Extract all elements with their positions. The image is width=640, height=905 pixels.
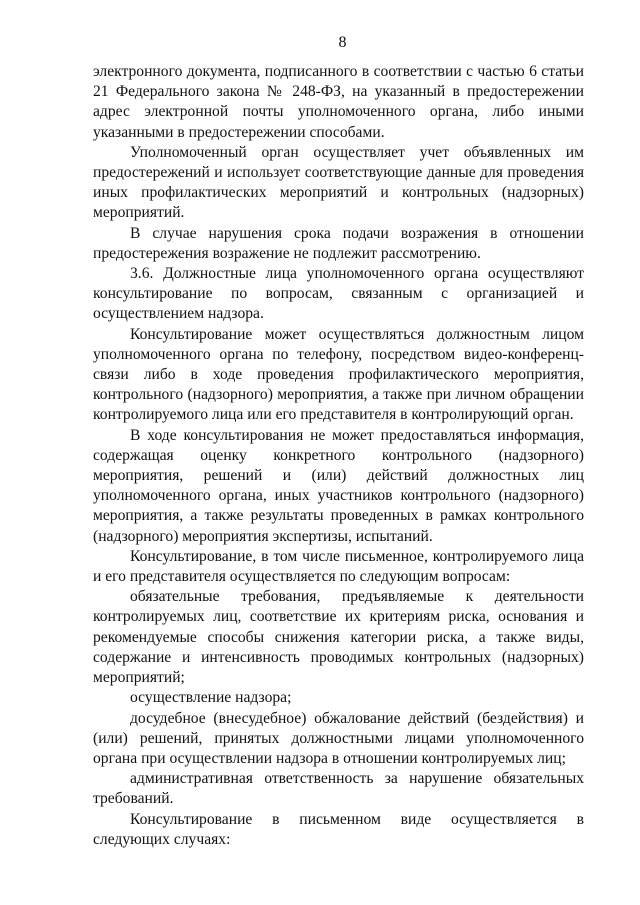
document-body <box>93 62 584 850</box>
paragraph: В ходе консультирования не может предоставляться информация, содержащая оценку конкретного контрольного (надзорного) мероприятия, решений и (или) действий должностных лиц уполномоченного органа, иных участников контрольного (надзорного) мероприятия, а также результаты проведенных в рамках контрольного (надзорного) мероприятия экспертизы, испытаний. <box>93 426 584 545</box>
paragraph: Консультирование в письменном виде осуществляется в следующих случаях: <box>93 810 584 848</box>
paragraph: Консультирование может осуществляться должностным лицом уполномоченного органа по телефону, посредством видео-конференц-связи либо в ходе проведения профилактического мероприятия, контрольного (надзорного) мероприятия, а также при личном обращении контролируемого лица или его представителя в контролирующий орган. <box>93 325 584 424</box>
paragraph: 3.6. Должностные лица уполномоченного органа осуществляют консультирование по вопросам, связанным с организацией и осуществлением надзора. <box>93 265 584 323</box>
paragraph: досудебное (внесудебное) обжалование действий (бездействия) и (или) решений, принятых должностными лицами уполномоченного органа при осуществлении надзора в отношении контролируемых лиц; <box>93 709 584 767</box>
paragraph: электронного документа, подписанного в соответствии с частью 6 статьи 21 Федерального закона № 248-ФЗ, на указанный в предостережении адрес электронной почты уполномоченного органа, либо иными указанными в предостережении способами. <box>93 63 584 141</box>
paragraph: В случае нарушения срока подачи возражения в отношении предостережения возражение не подлежит рассмотрению. <box>93 224 584 262</box>
paragraph: административная ответственность за нарушение обязательных требований. <box>93 770 584 808</box>
paragraph: Консультирование, в том числе письменное, контролируемого лица и его представителя осуществляется по следующим вопросам: <box>93 547 584 586</box>
paragraph: Уполномоченный орган осуществляет учет объявленных им предостережений и использует соответствующие данные для проведения иных профилактических мероприятий и контрольных (надзорных) мероприятий. <box>93 143 584 222</box>
paragraph: обязательные требования, предъявляемые к деятельности контролируемых лиц, соответствие их критериям риска, основания и рекомендуемые способы снижения категории риска, а также виды, содержание и интенсивность проводимых контрольных (надзорных) мероприятий; <box>93 588 584 687</box>
page-number: 8 <box>338 34 347 51</box>
paragraph: осуществление надзора; <box>130 689 292 707</box>
